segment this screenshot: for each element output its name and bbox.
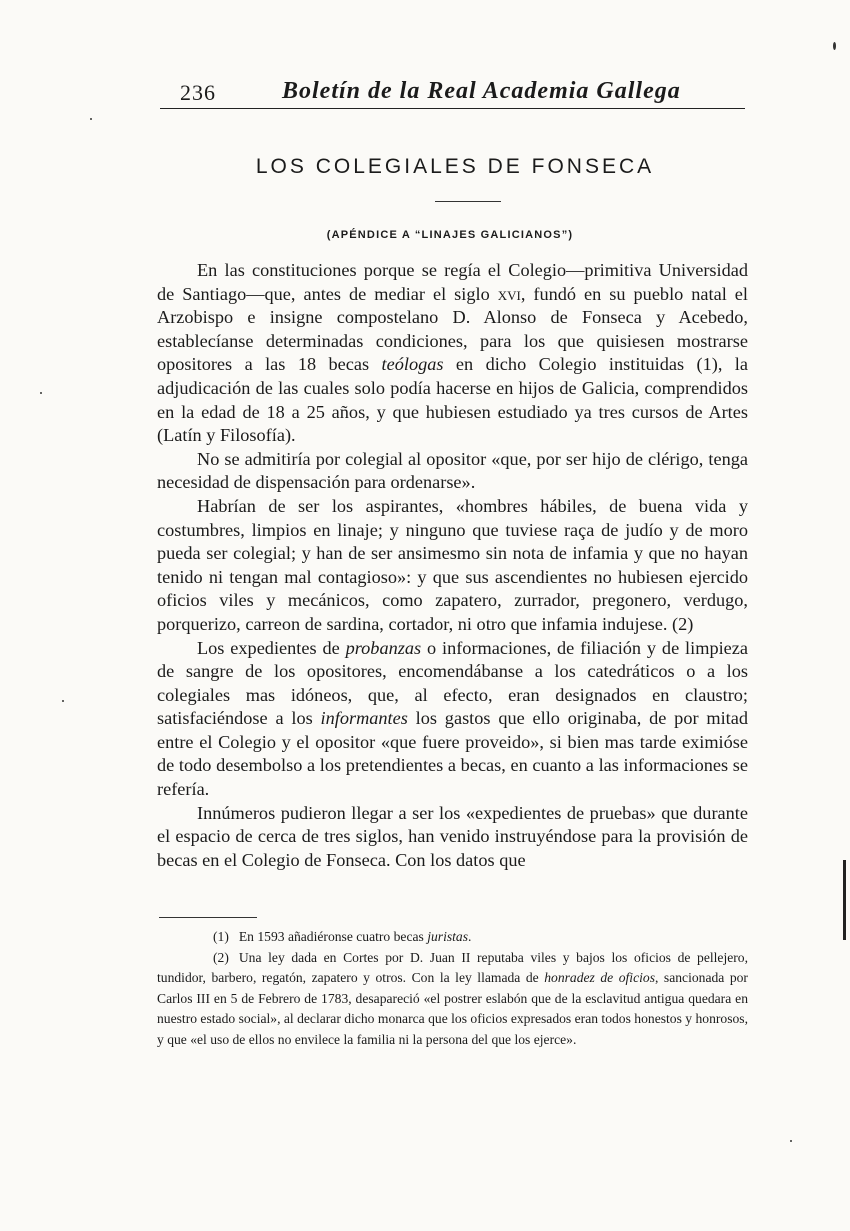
paragraph-3: Habrían de ser los aspirantes, «hombres hábiles, de buena vida y costumbres, limpios en linaje; y ninguno que tuviese raça de judío y de moro pueda ser colegial; y han de ser ansimesmo sin nota de infamia y que no hayan tenido ni tengan mal contagioso»: y que sus ascendientes no hubiesen ejercido oficios viles y mecánicos, como zapatero, zurrador, pregonero, verdugo, porquerizo, carreon de sardina, cortador, ni otro que infamia indujese. (2) xyxy=(157,495,748,634)
paragraph-2: No se admitiría por colegial al opositor «que, por ser hijo de clérigo, tenga necesidad de dispensación para ordenarse». xyxy=(157,448,748,493)
scan-speck xyxy=(40,392,42,394)
paragraph-4: Los expedientes de probanzas o informaciones, de filiación y de limpieza de sangre de los opositores, encomendábanse a los catedráticos o a los colegiales mas idóneos, que, al efecto, eran designados en claustro; satisfaciéndose a los informantes los gastos que ello originaba, de por mitad entre el Colegio y el opositor «que fuere proveido», si bien mas tarde eximióse de todo desembolso a los pretendientes a becas, en cuanto a las informaciones se refería. xyxy=(157,637,748,800)
paragraph-1: En las constituciones porque se regía el Colegio—primitiva Universidad de Santiago—que, antes de mediar el siglo xvi, fundó en su pueblo natal el Arzobispo e insigne compostelano D. Alonso de Fonseca y Acebedo, establecíanse determinadas condiciones, para los que quisiesen mostrarse opositores a las 18 becas teólogas en dicho Colegio instituidas (1), la adjudicación de las cuales solo podía hacerse en hijos de Galicia, comprendidos en la edad de 18 a 25 años, y que hubiesen estudiado ya tres cursos de Artes (Latín y Filosofía). xyxy=(157,260,748,446)
scan-speck xyxy=(90,118,92,120)
title-divider xyxy=(435,201,501,202)
scan-edge-mark xyxy=(843,860,846,940)
paragraph-5: Innúmeros pudieron llegar a ser los «expedientes de pruebas» que durante el espacio de cerca de tres siglos, han venido instruyéndose para la provisión de becas en el Colegio de Fonseca. Con los datos que xyxy=(157,802,748,870)
page-number: 236 xyxy=(180,80,216,105)
footnote-2: (2) Una ley dada en Cortes por D. Juan II reputaba viles y bajos los oficios de pellejero, tundidor, barbero, regatón, zapatero y otros. Con la ley llamada de honradez de oficios, sancionada por Carlos III en 5 de Febrero de 1783, desapareció «el postrer eslabón que de la esclavitud antigua quedara en nuestro estado social», al declarar dicho monarca que los oficios expresados eran todos honestos y honrosos, y que «el uso de ellos no envilece la familia ni la persona del que los ejerce». xyxy=(157,949,748,1047)
footnotes xyxy=(157,927,748,1050)
running-header xyxy=(160,78,745,109)
scan-speck xyxy=(790,1140,792,1142)
scan-speck xyxy=(62,700,64,702)
article-title: LOS COLEGIALES DE FONSECA xyxy=(255,155,655,178)
journal-title: Boletín de la Real Academia Gallega xyxy=(282,78,681,104)
scan-speck xyxy=(833,42,836,50)
article-body xyxy=(157,259,748,872)
footnote-1: (1) En 1593 añadiéronse cuatro becas juristas. xyxy=(213,929,472,944)
footnote-divider xyxy=(159,917,257,918)
article-subtitle: (APÉNDICE A “LINAJES GALICIANOS”) xyxy=(326,229,574,241)
